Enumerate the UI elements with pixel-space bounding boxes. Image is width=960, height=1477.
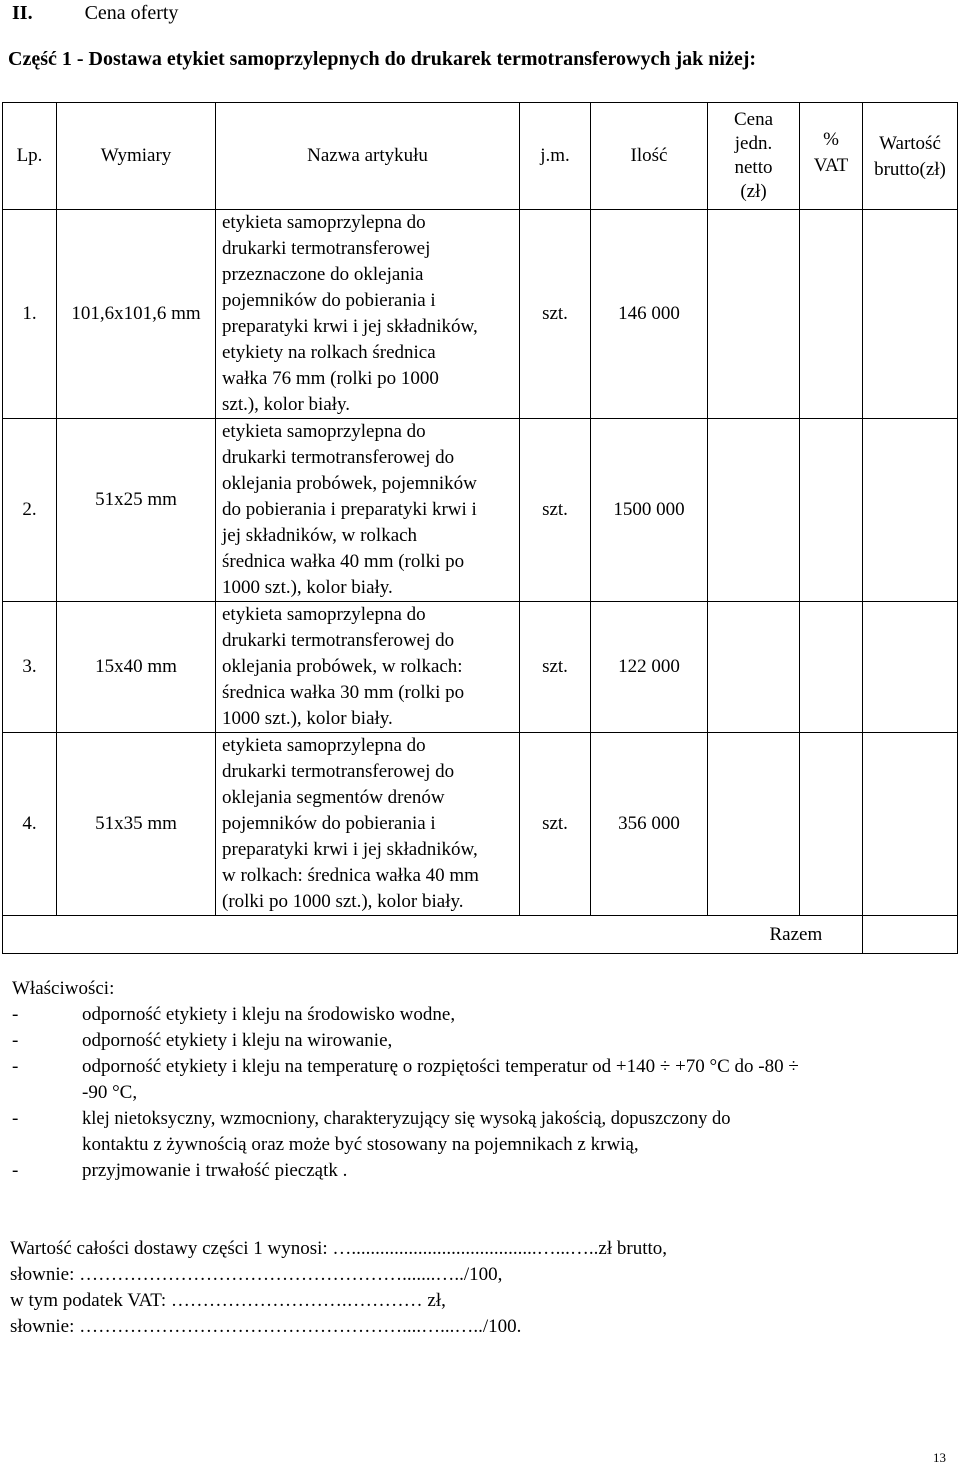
offer-table [2,102,958,954]
row-nazwa-line: etykieta samoprzylepna do [222,735,426,756]
row-wartosc-cell [863,419,958,602]
row-nazwa [216,419,520,602]
row-nazwa-line: oklejania segmentów drenów [222,787,445,808]
footer-razem-cell [769,916,863,954]
property-item [12,1054,952,1106]
row-nazwa-line: etykieta samoprzylepna do [222,421,426,442]
property-text: -90 °C, [82,1082,138,1103]
row-nazwa-line: do pobierania i preparatyki krwi i [222,499,477,520]
row-lp: 4. [3,733,57,916]
header-lp: Lp. [3,103,57,210]
properties-title: Właściwości: [12,978,115,999]
footer-spacer [3,916,800,954]
row-lp: 3. [3,602,57,733]
row-cena-cell [708,210,800,419]
row-vat-cell [800,733,863,916]
properties-section [12,976,952,1184]
row-nazwa-line: drukarki termotransferowej do [222,447,455,468]
row-lp: 1. [3,210,57,419]
row-nazwa-line: 1000 szt.), kolor biały. [222,708,393,729]
property-text: kontaktu z żywnością oraz może być stosowany na pojemnikach z krwią, [82,1134,639,1155]
row-nazwa-line: drukarki termotransferowej do [222,761,455,782]
row-jm: szt. [520,602,591,733]
summary-total-line: Wartość całości dostawy części 1 wynosi: ….......................................…...…..zł brutto, [10,1238,668,1259]
section-number: II. [12,2,33,24]
row-nazwa-line: 1000 szt.), kolor biały. [222,577,393,598]
table-row [3,210,958,419]
header-cena-line: Cena [733,109,774,130]
header-ilosc: Ilość [591,103,708,210]
row-nazwa-line: średnica wałka 40 mm (rolki po [222,551,465,572]
row-nazwa [216,733,520,916]
property-text: odporność etykiety i kleju na środowisko wodne, [82,1004,456,1025]
row-nazwa-line: przeznaczone do oklejania [222,264,424,285]
header-jm: j.m. [520,103,591,210]
row-ilosc: 356 000 [591,733,708,916]
row-nazwa-line: w rolkach: średnica wałka 40 mm [222,865,479,886]
property-text: odporność etykiety i kleju na temperaturę o rozpiętości temperatur od +140 ÷ +70 °C do -80 ÷ [82,1056,799,1077]
section-title: Cena oferty [84,2,179,24]
row-jm: szt. [520,210,591,419]
row-nazwa-line: drukarki termotransferowej [222,238,431,259]
header-cena [708,103,800,210]
property-item [12,1002,952,1028]
row-nazwa-line: preparatyki krwi i jej składników, [222,316,478,337]
property-dash: - [12,1030,19,1051]
row-ilosc: 1500 000 [591,419,708,602]
footer-total-cell [863,916,958,954]
page-number: 13 [933,1450,946,1465]
row-nazwa-line: etykieta samoprzylepna do [222,604,426,625]
table-row [3,419,958,602]
row-cena-cell [708,602,800,733]
row-nazwa-line: pojemników do pobierania i [222,813,436,834]
row-nazwa-line: etykieta samoprzylepna do [222,212,426,233]
row-ilosc: 146 000 [591,210,708,419]
row-vat-cell [800,419,863,602]
property-text: odporność etykiety i kleju na wirowanie, [82,1030,393,1051]
row-nazwa [216,210,520,419]
property-dash: - [12,1108,19,1129]
row-wymiary: 101,6x101,6 mm [57,210,216,419]
row-wartosc-cell [863,210,958,419]
row-nazwa-line: drukarki termotransferowej do [222,630,455,651]
row-wymiary: 51x35 mm [57,733,216,916]
row-nazwa-line: preparatyki krwi i jej składników, [222,839,478,860]
table-row [3,602,958,733]
row-jm: szt. [520,733,591,916]
header-wartosc [863,103,958,210]
section-heading [12,2,178,25]
row-wartosc-cell [863,602,958,733]
row-wartosc-cell [863,733,958,916]
table-header-row [3,103,958,210]
row-cena-cell [708,733,800,916]
row-nazwa-line: etykiety na rolkach średnica [222,342,436,363]
row-jm: szt. [520,419,591,602]
property-text: przyjmowanie i trwałość pieczątk . [82,1160,348,1181]
row-cena-cell [708,419,800,602]
row-wymiary: 15x40 mm [57,602,216,733]
property-dash: - [12,1004,19,1025]
row-nazwa-line: szt.), kolor biały. [222,394,351,415]
header-cena-line: netto [734,157,773,178]
row-nazwa-line: wałka 76 mm (rolki po 1000 [222,368,439,389]
row-vat-cell [800,210,863,419]
part-title: Część 1 - Dostawa etykiet samoprzylepnych do drukarek termotransferowych jak niżej: [8,48,757,70]
property-item [12,1158,952,1184]
property-item [12,1106,952,1158]
header-vat [800,103,863,210]
row-nazwa-line: średnica wałka 30 mm (rolki po [222,682,465,703]
header-cena-line: (zł) [740,181,767,202]
summary-vat-words-line: słownie: ……………………………………………....…...…../100. [10,1316,522,1337]
header-cena-line: jedn. [734,133,773,154]
table-row [3,733,958,916]
row-lp: 2. [3,419,57,602]
header-wartosc-line: Wartość [879,133,941,154]
header-wymiary: Wymiary [57,103,216,210]
property-dash: - [12,1160,19,1181]
footer-razem-label: Razem [769,923,823,945]
header-vat-line: % [823,129,839,150]
row-wymiary: 51x25 mm [57,419,216,602]
summary-vat-line: w tym podatek VAT: ……………………….………… zł, [10,1290,446,1311]
summary-section [10,1236,667,1340]
row-nazwa-line: (rolki po 1000 szt.), kolor biały. [222,891,464,912]
row-nazwa-line: pojemników do pobierania i [222,290,436,311]
header-vat-line: VAT [813,155,849,176]
table-footer-row [3,916,958,954]
row-nazwa [216,602,520,733]
row-nazwa-line: oklejania probówek, pojemników [222,473,477,494]
summary-words-line: słownie: …………………………………………….......…../100, [10,1264,503,1285]
row-nazwa-line: oklejania probówek, w rolkach: [222,656,463,677]
header-nazwa: Nazwa artykułu [216,103,520,210]
property-item [12,1028,952,1054]
property-text: klej nietoksyczny, wzmocniony, charakteryzujący się wysoką jakością, dopuszczony do [82,1109,731,1129]
property-dash: - [12,1056,19,1077]
row-vat-cell [800,602,863,733]
row-ilosc: 122 000 [591,602,708,733]
row-nazwa-line: jej składników, w rolkach [222,525,418,546]
header-wartosc-line: brutto(zł) [874,159,946,180]
